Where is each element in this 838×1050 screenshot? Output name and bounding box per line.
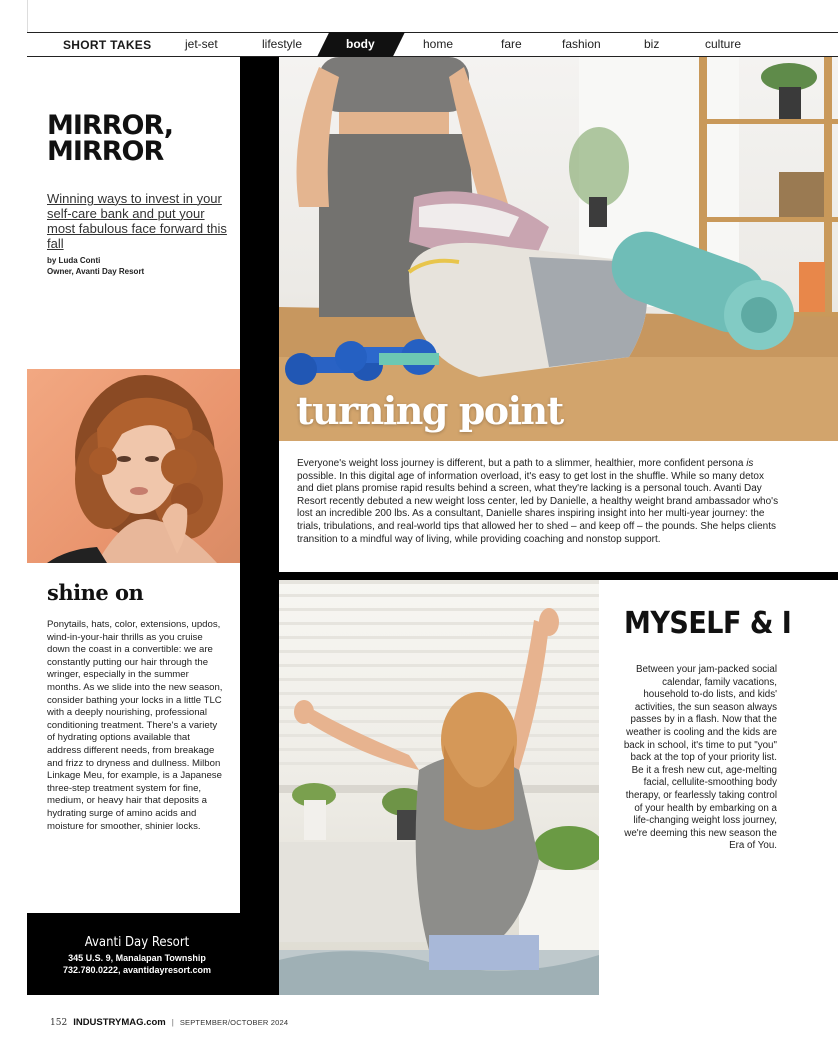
mirror-subtitle: Winning ways to invest in your self-care bank and put your most fabulous face forward this fall (47, 191, 227, 251)
turning-body-part1: Everyone's weight loss journey is different, but a path to a slimmer, healthier, more confident persona (297, 458, 747, 469)
byline-role: Owner, Avanti Day Resort (47, 267, 145, 276)
footer-contact: 732.780.0222, avantidayresort.com (62, 965, 212, 975)
section-divider (279, 572, 838, 580)
mirror-title-line2: MIRROR (47, 136, 164, 167)
section-nav (27, 32, 838, 57)
stretching-woman-photo (279, 580, 599, 995)
turning-point-title: turning point (296, 388, 563, 433)
magazine-name: INDUSTRYMAG.com (73, 1017, 166, 1028)
shine-body: Ponytails, hats, color, extensions, updos, wind-in-your-hair thrills as you cruise down the coast in a convertible: we are constantly putting our hair through the wringer, especially in the summer months. As we slide into the new season, consider bathing your locks in a little TLC with a deeply nourishing, professional conditioning treatment. There's a variety of hydrating options available that address different needs, from breakage and frizz to dryness and dullness. Milbon Linkage Meu, for example, is a Japanese three-step treatment system for fine, medium, or heavy hair that deposits a hydrating surge of amino acids and moisture for smoother, shinier locks. (47, 619, 223, 832)
footer-address-block (27, 952, 247, 976)
nav-item-lifestyle[interactable]: lifestyle (262, 37, 303, 51)
footer-address: 345 U.S. 9, Manalapan Township (68, 953, 206, 963)
turning-point-body (297, 458, 781, 546)
myself-body: Between your jam-packed social calendar, family vacations, household to-do lists, and kids' activities, the sun season always passes by in a flash. Now that the weather is cooling and the kids are back in school, it's time to put "you" back at the top of your priority list. Be it a fresh new cut, age-melting facial, cellulite-smoothing body therapy, or fearlessly taking control of your health by embarking on a life-changing weight loss journey, we're deeming this new season the Era of You. (623, 664, 777, 852)
nav-item-biz[interactable]: biz (644, 37, 660, 51)
fitness-bag-photo (279, 57, 838, 441)
nav-item-jet-set[interactable]: jet-set (185, 37, 218, 51)
folio-separator: | (171, 1018, 174, 1027)
nav-item-body[interactable]: body (346, 37, 375, 51)
portrait-photo (27, 369, 240, 563)
nav-item-fare[interactable]: fare (501, 37, 522, 51)
nav-item-fashion[interactable]: fashion (562, 37, 601, 51)
footer-business-name: Avanti Day Resort (84, 935, 190, 950)
mirror-title (47, 110, 227, 167)
page-edge-line (27, 0, 28, 32)
byline (47, 255, 144, 277)
section-label: SHORT TAKES (63, 38, 152, 52)
nav-item-culture[interactable]: culture (705, 37, 742, 51)
shine-title: shine on (47, 580, 144, 605)
turning-body-part2: possible. In this digital age of information overload, it's easy to get lost in the shuffle. While so many detox and diet plans promise rapid results behind a screen, what they're lacking is a personal touch. Avanti Day Resort recently debuted a new weight loss center, led by Danielle, a healthy weight brand ambassador who's lost an incredible 200 lbs. As a consultant, Danielle shares inspiring insight into her multi-year journey: the trials, tribulations, and real-world tips that allowed her to shed – and keep off – the pounds. She helps clients transition to a mindful way of living, while providing coaching and nonstop support. (297, 470, 779, 545)
myself-title: MYSELF & I (624, 606, 792, 641)
mirror-title-line1: MIRROR, (47, 110, 173, 141)
black-column-strip (240, 57, 279, 995)
turning-body-italic: is (746, 458, 754, 469)
page-number: 152 (50, 1017, 68, 1028)
nav-item-home[interactable]: home (423, 37, 454, 51)
byline-name: by Luda Conti (47, 256, 101, 265)
page-folio (50, 1017, 288, 1028)
issue-date: SEPTEMBER/OCTOBER 2024 (179, 1018, 289, 1027)
